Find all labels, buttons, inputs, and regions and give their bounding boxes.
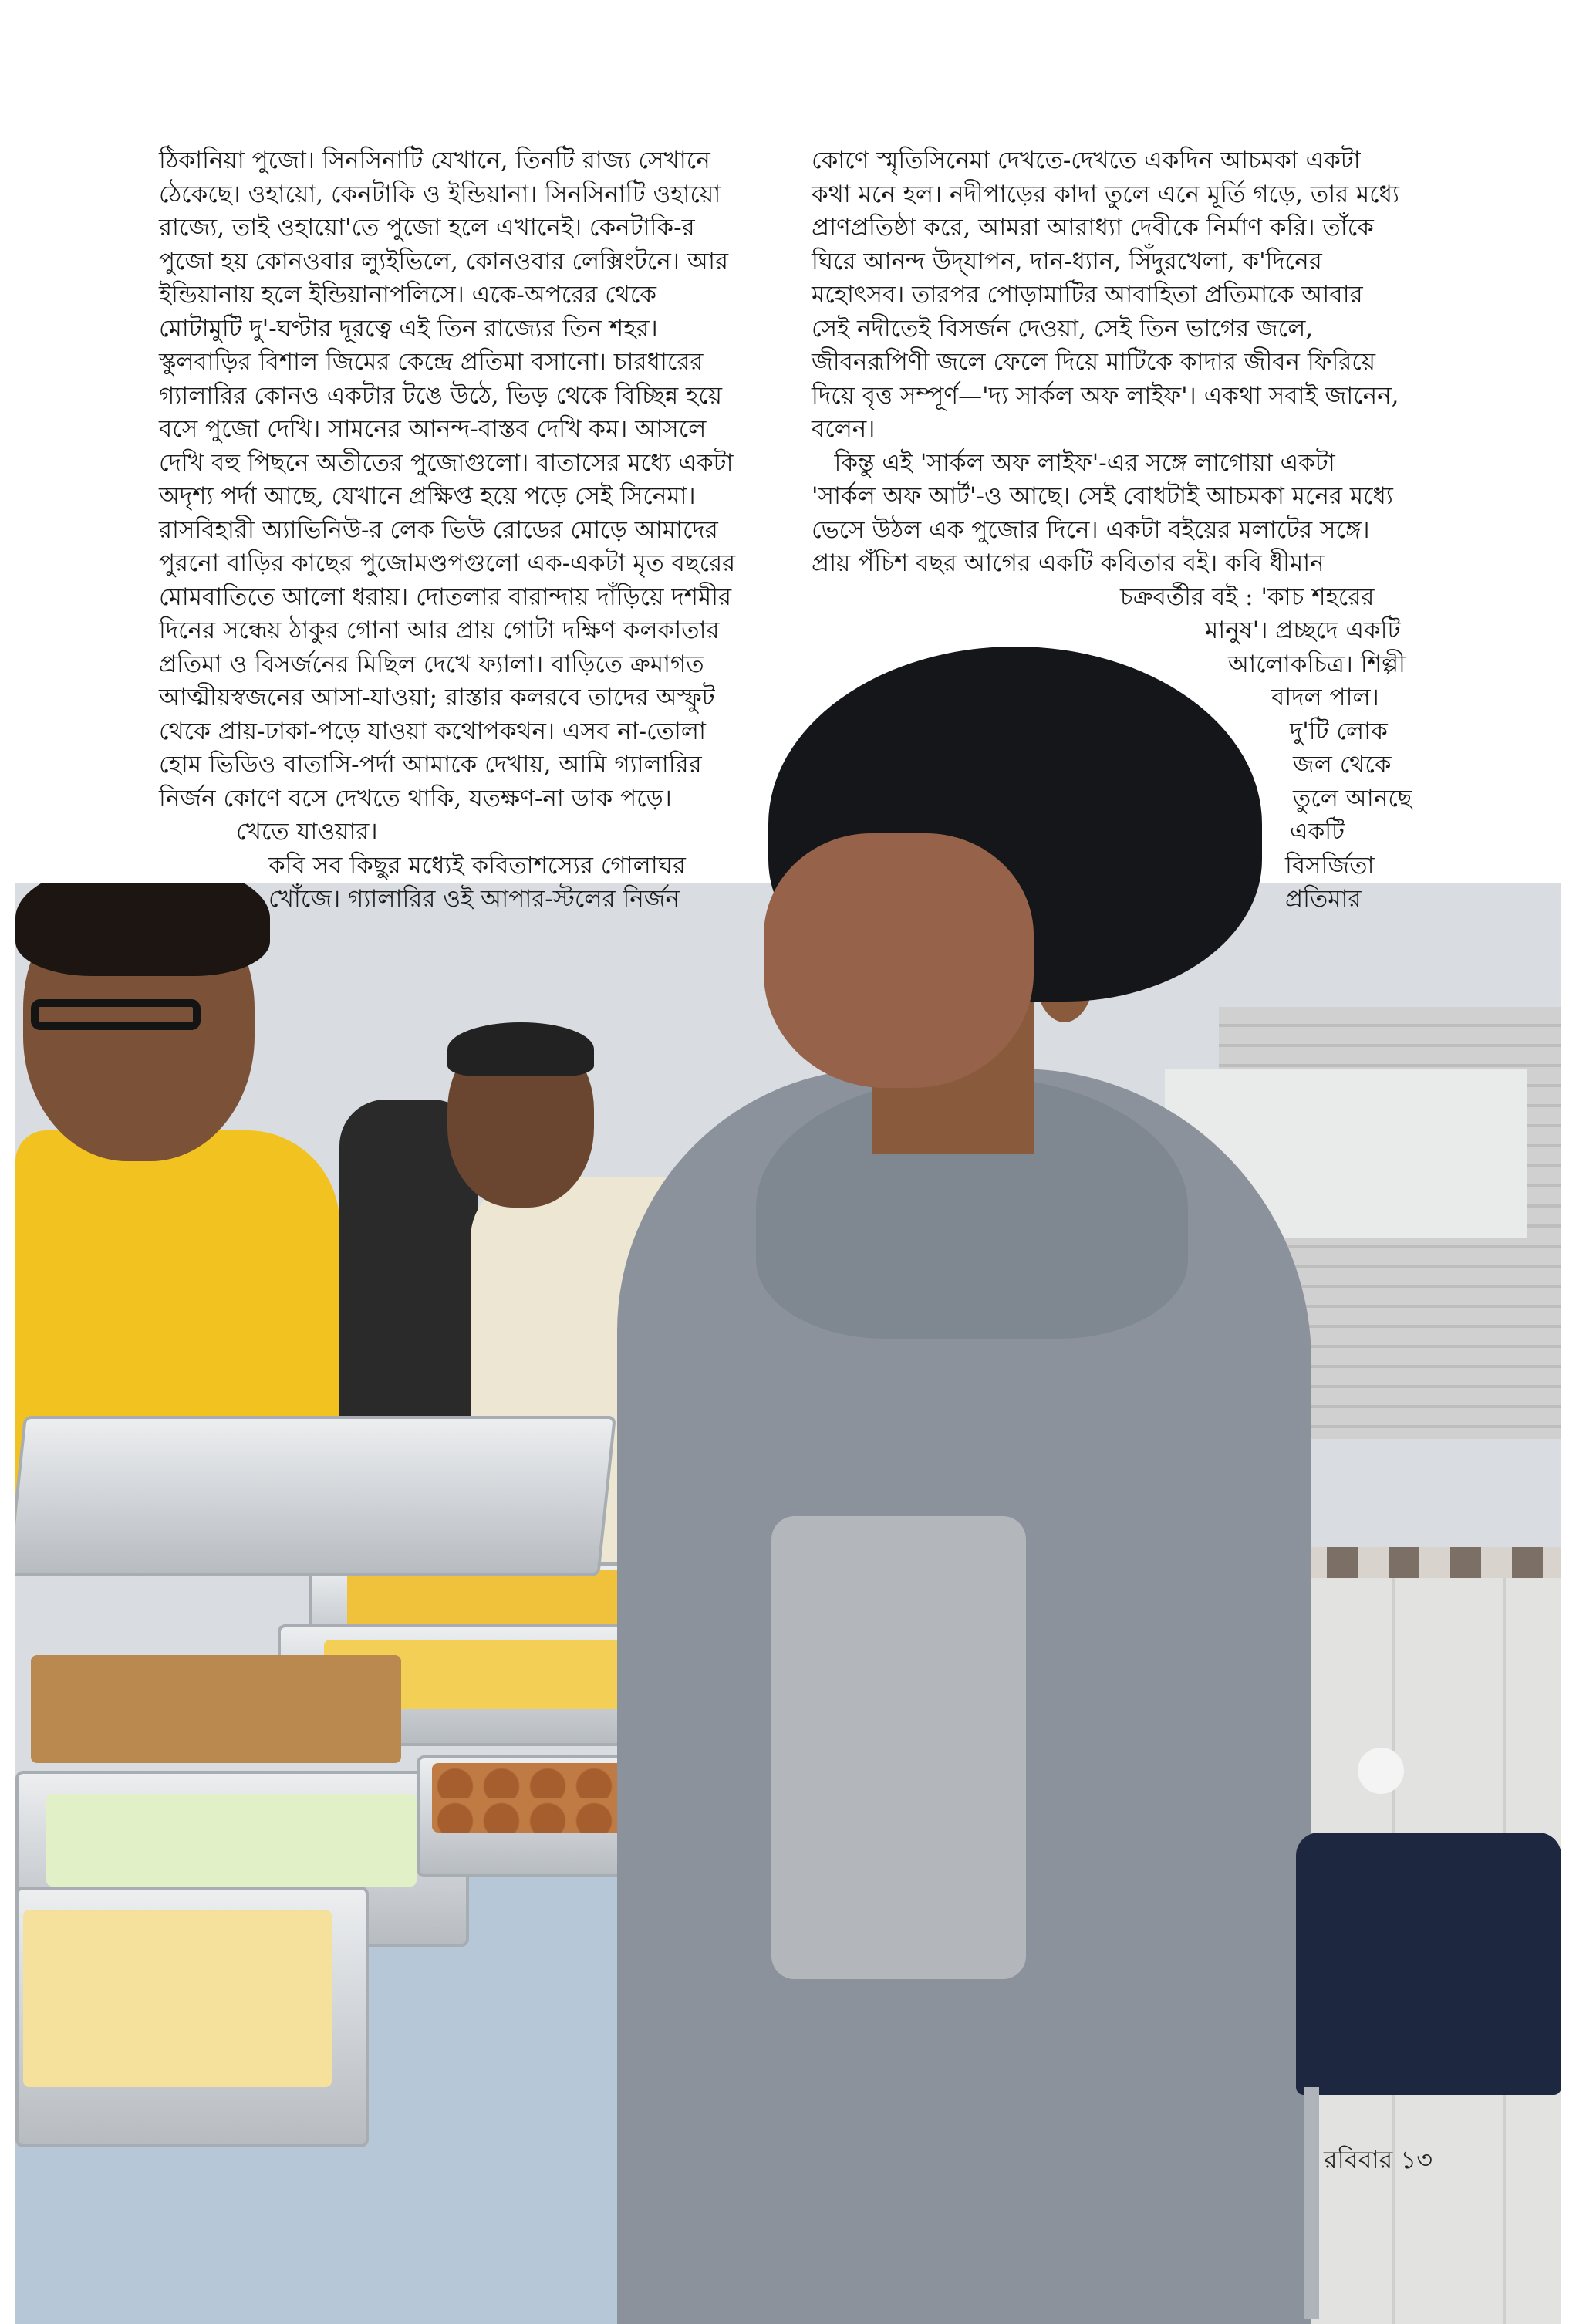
- text-line: পুজো হয় কোনওবার ল্যুইভিলে, কোনওবার লেক্সিংটনে। আর: [159, 247, 729, 275]
- photo-sweets: [31, 1655, 401, 1763]
- text-line: মোটামুটি দু'-ঘণ্টার দূরত্বে এই তিন রাজ্যের তিন শহর।: [159, 314, 658, 343]
- text-line: কবি সব কিছুর মধ্যেই কবিতাশস্যের গোলাঘর: [268, 851, 686, 880]
- text-line: প্রতিমার: [1285, 885, 1362, 913]
- text-line: তুলে আনছে: [1293, 784, 1412, 812]
- text-line: কোণে স্মৃতিসিনেমা দেখতে-দেখতে একদিন আচমকা একটা: [812, 147, 1361, 174]
- text-line: ইন্ডিয়ানায় হলে ইন্ডিয়ানাপলিসে। একে-অপরের থেকে: [159, 281, 656, 309]
- text-line: ঘিরে আনন্দ উদ্‌যাপন, দান-ধ্যান, সিঁদুরখেলা, ক'দিনের: [812, 247, 1322, 275]
- text-line: আলোকচিত্র। শিল্পী: [1228, 650, 1406, 678]
- text-line: গ্যালারির কোনও একটার টঙে উঠে, ভিড় থেকে বিচ্ছিন্ন হয়ে: [159, 381, 723, 410]
- text-line: বসে পুজো দেখি। সামনের আনন্দ-বাস্তব দেখি কম। আসলে: [159, 415, 707, 443]
- text-line: অদৃশ্য পর্দা আছে, যেখানে প্রক্ষিপ্ত হয়ে পড়ে সেই সিনেমা।: [159, 482, 696, 510]
- text-line: প্রায় পঁচিশ বছর আগের একটি কবিতার বই। কবি ধীমান: [812, 549, 1325, 577]
- text-line: পুরনো বাড়ির কাছের পুজোমণ্ডপগুলো এক-একটা মৃত বছরের: [159, 549, 736, 577]
- left-column: [159, 144, 735, 917]
- text-line: খোঁজে। গ্যালারির ওই আপার-স্টলের নির্জন: [268, 885, 680, 913]
- text-line: রাসবিহারী অ্যাভিনিউ-র লেক ভিউ রোডের মোড়ে আমাদের: [159, 515, 718, 544]
- text-line: প্রতিমা ও বিসর্জনের মিছিল দেখে ফ্যালা। বাড়িতে ক্রমাগত: [159, 650, 704, 678]
- text-line: নির্জন কোণে বসে দেখতে থাকি, যতক্ষণ-না ডাক পড়ে।: [159, 784, 672, 812]
- text-line: দেখি বহু পিছনে অতীতের পুজোগুলো। বাতাসের মধ্যে একটা: [159, 448, 734, 477]
- text-line: মহোৎসব। তারপর পোড়ামাটির আবাহিতা প্রতিমাকে আবার: [812, 281, 1363, 309]
- page-folio: রবিবার ১৩: [1324, 2145, 1433, 2174]
- text-line: দিয়ে বৃত্ত সম্পূর্ণ—'দ্য সার্কল অফ লাইফ'। একথা সবাই জানেন,: [812, 381, 1399, 410]
- text-line: আত্মীয়স্বজনের আসা-যাওয়া; রাস্তার কলরবে তাদের অস্ফুট: [159, 684, 715, 711]
- text-line: সেই নদীতেই বিসর্জন দেওয়া, সেই তিন ভাগের জলে,: [812, 314, 1314, 343]
- text-line: দু'টি লোক: [1290, 717, 1388, 745]
- photo-tray-held: [15, 1416, 616, 1576]
- text-line: জল থেকে: [1293, 751, 1392, 779]
- text-line: প্রাণপ্রতিষ্ঠা করে, আমরা আরাধ্যা দেবীকে নির্মাণ করি। তাঁকে: [812, 214, 1374, 242]
- photo-fruit-apple: [23, 1910, 332, 2087]
- photo-hoodie-print: [771, 1516, 1026, 1979]
- text-line: বিসর্জিতা: [1285, 851, 1375, 880]
- buffet-photo: [15, 883, 1561, 2324]
- text-line: 'সার্কল অফ আর্ট'-ও আছে। সেই বোধটাই আচমকা মনের মধ্যে: [812, 482, 1393, 510]
- text-line: বাদল পাল।: [1271, 684, 1379, 711]
- text-line: ঠেকেছে। ওহায়ো, কেনটাকি ও ইন্ডিয়ানা। সিনসিনাটি ওহায়ো: [159, 180, 721, 208]
- text-line: দিনের সন্ধেয় ঠাকুর গোনা আর প্রায় গোটা দক্ষিণ কলকাতার: [159, 616, 720, 644]
- text-line: কিন্তু এই 'সার্কল অফ লাইফ'-এর সঙ্গে লাগোয়া একটা: [812, 448, 1335, 477]
- photo-fruit-melon: [46, 1794, 417, 1887]
- text-line: বলেন।: [812, 415, 876, 443]
- text-line: হোম ভিডিও বাতাসি-পর্দা আমাকে দেখায়, আমি গ্যালারির: [159, 751, 702, 779]
- text-line: মানুষ'। প্রচ্ছদে একটি: [1205, 616, 1401, 644]
- photo-glasses: [31, 999, 201, 1030]
- text-line: চক্রবর্তীর বই : 'কাচ শহরের: [1120, 583, 1375, 611]
- text-line: রাজ্যে, তাই ওহায়ো'তে পুজো হলে এখানেই। কেনটাকি-র: [159, 214, 695, 242]
- text-line: ঠিকানিয়া পুজো। সিনসিনাটি যেখানে, তিনটি রাজ্য সেখানে: [159, 147, 710, 174]
- photo-cup: [1358, 1748, 1404, 1794]
- text-line: ভেসে উঠল এক পুজোর দিনে। একটা বইয়ের মলাটের সঙ্গে।: [812, 515, 1370, 544]
- text-line: একটি: [1290, 818, 1345, 846]
- photo-chair: [1296, 1833, 1561, 2095]
- photo-man-kurta-hair: [447, 1022, 594, 1076]
- right-column: [812, 144, 1412, 917]
- text-line: জীবনরূপিণী জলে ফেলে দিয়ে মাটিকে কাদার জীবন ফিরিয়ে: [812, 348, 1376, 376]
- text-line: থেকে প্রায়-ঢাকা-পড়ে যাওয়া কথোপকথন। এসব না-তোলা: [159, 717, 706, 745]
- text-line: স্কুলবাড়ির বিশাল জিমের কেন্দ্রে প্রতিমা বসানো। চারধারের: [159, 348, 704, 376]
- photo-chair-leg: [1304, 2087, 1319, 2319]
- text-line: খেতে যাওয়ার।: [236, 818, 378, 846]
- text-line: কথা মনে হল। নদীপাড়ের কাদা তুলে এনে মূর্তি গড়ে, তার মধ্যে: [812, 180, 1400, 208]
- text-line: মোমবাতিতে আলো ধরায়। দোতলার বারান্দায় দাঁড়িয়ে দশমীর: [159, 583, 732, 611]
